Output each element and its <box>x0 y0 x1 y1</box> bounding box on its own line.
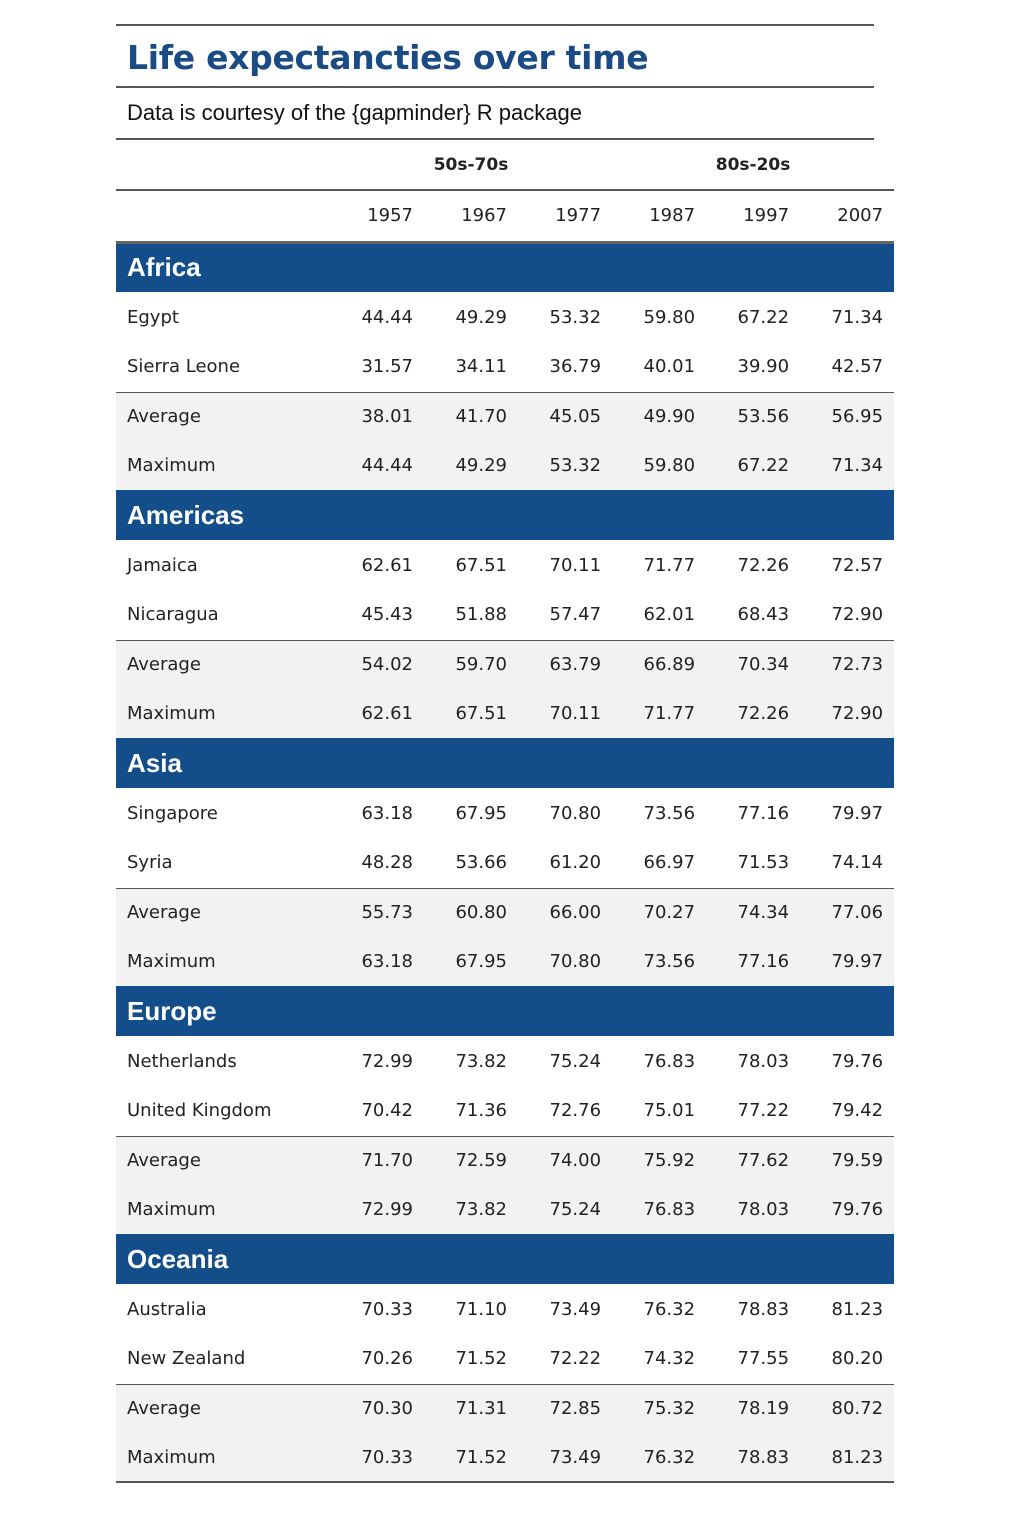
cell-value: 76.32 <box>612 1433 706 1482</box>
cell-value: 34.11 <box>455 356 507 378</box>
column-header-row <box>116 190 894 242</box>
cell-value: 78.03 <box>706 1185 800 1234</box>
cell-value: 76.32 <box>643 1298 696 1320</box>
cell-value: 74.34 <box>706 888 800 937</box>
cell-value: 72.26 <box>737 554 790 576</box>
spanner-empty <box>116 140 330 190</box>
cell-value: 71.34 <box>800 441 894 490</box>
cell-value: 67.22 <box>706 441 800 490</box>
group-header-label: Asia <box>116 738 894 788</box>
cell-value: 55.73 <box>330 888 424 937</box>
summary-row <box>116 640 894 689</box>
column-header-empty <box>116 190 330 242</box>
summary-label: Average <box>116 392 330 441</box>
cell-value: 72.90 <box>831 604 884 626</box>
cell-value: 53.32 <box>518 441 612 490</box>
cell-value: 74.00 <box>518 1136 612 1185</box>
cell-value: 51.88 <box>455 604 507 626</box>
cell-value: 75.24 <box>549 1050 602 1072</box>
table-row <box>116 1284 894 1334</box>
cell-value: 77.16 <box>706 937 800 986</box>
group-header-label: Americas <box>116 490 894 540</box>
cell-value: 72.73 <box>800 640 894 689</box>
group-header-row <box>116 242 894 292</box>
cell-value: 77.22 <box>737 1100 790 1122</box>
summary-label: Maximum <box>116 441 330 490</box>
cell-value: 66.97 <box>643 852 696 874</box>
summary-row <box>116 888 894 937</box>
table-row <box>116 838 894 888</box>
cell-value: 59.70 <box>424 640 518 689</box>
cell-value: 45.05 <box>518 392 612 441</box>
cell-value: 72.85 <box>518 1384 612 1433</box>
summary-row <box>116 1384 894 1433</box>
row-label: Netherlands <box>127 1050 237 1072</box>
cell-value: 71.31 <box>424 1384 518 1433</box>
summary-label: Maximum <box>116 1185 330 1234</box>
cell-value: 73.56 <box>612 937 706 986</box>
cell-value: 40.01 <box>643 356 696 378</box>
row-label: Australia <box>127 1298 207 1320</box>
cell-value: 79.42 <box>831 1100 884 1122</box>
cell-value: 71.53 <box>737 852 790 874</box>
cell-value: 62.61 <box>330 689 424 738</box>
summary-row <box>116 1433 894 1482</box>
row-label: United Kingdom <box>127 1100 272 1122</box>
cell-value: 62.61 <box>361 554 413 576</box>
cell-value: 56.95 <box>800 392 894 441</box>
cell-value: 72.26 <box>706 689 800 738</box>
cell-value: 57.47 <box>549 604 602 626</box>
cell-value: 75.24 <box>518 1185 612 1234</box>
cell-value: 81.23 <box>831 1298 884 1320</box>
table-row <box>116 1036 894 1086</box>
column-header-1997: 1997 <box>706 190 800 242</box>
cell-value: 49.29 <box>455 306 507 328</box>
table-row <box>116 540 894 590</box>
table-row <box>116 292 894 342</box>
summary-label: Maximum <box>116 689 330 738</box>
table-row <box>116 788 894 838</box>
cell-value: 75.92 <box>612 1136 706 1185</box>
row-label: New Zealand <box>127 1348 246 1370</box>
cell-value: 80.72 <box>800 1384 894 1433</box>
cell-value: 44.44 <box>361 306 413 328</box>
cell-value: 71.36 <box>455 1100 507 1122</box>
cell-value: 70.80 <box>518 937 612 986</box>
subtitle-row <box>116 88 874 140</box>
cell-value: 79.59 <box>800 1136 894 1185</box>
cell-value: 79.97 <box>831 802 884 824</box>
cell-value: 79.76 <box>831 1050 884 1072</box>
cell-value: 66.89 <box>612 640 706 689</box>
table-row <box>116 1086 894 1136</box>
cell-value: 66.00 <box>518 888 612 937</box>
table-row <box>116 1334 894 1384</box>
cell-value: 63.18 <box>361 802 413 824</box>
cell-value: 70.80 <box>549 802 602 824</box>
cell-value: 68.43 <box>737 604 790 626</box>
cell-value: 45.43 <box>361 604 413 626</box>
cell-value: 74.14 <box>831 852 884 874</box>
cell-value: 72.99 <box>330 1185 424 1234</box>
cell-value: 73.56 <box>643 802 696 824</box>
cell-value: 72.59 <box>424 1136 518 1185</box>
cell-value: 53.66 <box>455 852 507 874</box>
row-label: Syria <box>127 852 173 874</box>
table-row <box>116 342 894 392</box>
table-row <box>116 590 894 640</box>
row-label: Egypt <box>127 306 179 328</box>
cell-value: 72.90 <box>800 689 894 738</box>
cell-value: 73.82 <box>424 1185 518 1234</box>
cell-value: 71.52 <box>455 1348 507 1370</box>
cell-value: 71.10 <box>455 1298 507 1320</box>
group-header-row <box>116 986 894 1036</box>
row-label: Jamaica <box>127 554 198 576</box>
group-header-label: Africa <box>116 242 894 292</box>
cell-value: 70.42 <box>361 1100 413 1122</box>
cell-value: 70.26 <box>361 1348 413 1370</box>
row-label: Nicaragua <box>127 604 219 626</box>
cell-value: 59.80 <box>612 441 706 490</box>
spanner-row <box>116 140 894 190</box>
spanner-50s-70s: 50s-70s <box>330 140 612 190</box>
cell-value: 60.80 <box>424 888 518 937</box>
cell-value: 71.34 <box>831 306 884 328</box>
cell-value: 77.06 <box>800 888 894 937</box>
cell-value: 54.02 <box>330 640 424 689</box>
cell-value: 72.76 <box>549 1100 602 1122</box>
cell-value: 71.70 <box>330 1136 424 1185</box>
group-header-label: Oceania <box>116 1234 894 1284</box>
cell-value: 42.57 <box>831 356 884 378</box>
cell-value: 78.83 <box>737 1298 790 1320</box>
summary-row <box>116 1136 894 1185</box>
cell-value: 71.77 <box>612 689 706 738</box>
row-label: Sierra Leone <box>127 356 241 378</box>
cell-value: 77.62 <box>706 1136 800 1185</box>
column-header-1977: 1977 <box>518 190 612 242</box>
cell-value: 48.28 <box>361 852 413 874</box>
cell-value: 70.30 <box>330 1384 424 1433</box>
cell-value: 79.97 <box>800 937 894 986</box>
group-header-row <box>116 1234 894 1284</box>
table-title: Life expectancties over time <box>127 38 649 77</box>
summary-label: Average <box>116 1136 330 1185</box>
table-body <box>116 140 894 1482</box>
cell-value: 67.22 <box>737 306 790 328</box>
cell-value: 70.33 <box>361 1298 413 1320</box>
cell-value: 77.16 <box>737 802 790 824</box>
column-header-1987: 1987 <box>612 190 706 242</box>
cell-value: 71.52 <box>424 1433 518 1482</box>
group-header-row <box>116 738 894 788</box>
cell-value: 38.01 <box>330 392 424 441</box>
summary-label: Maximum <box>116 1433 330 1482</box>
cell-value: 76.83 <box>612 1185 706 1234</box>
cell-value: 44.44 <box>330 441 424 490</box>
column-header-1967: 1967 <box>424 190 518 242</box>
summary-row <box>116 937 894 986</box>
summary-label: Average <box>116 640 330 689</box>
cell-value: 78.83 <box>706 1433 800 1482</box>
cell-value: 72.57 <box>831 554 884 576</box>
summary-row <box>116 1185 894 1234</box>
cell-value: 31.57 <box>361 356 413 378</box>
table-container <box>116 24 884 1483</box>
cell-value: 81.23 <box>800 1433 894 1482</box>
column-header-2007: 2007 <box>800 190 894 242</box>
cell-value: 49.29 <box>424 441 518 490</box>
summary-label: Maximum <box>116 937 330 986</box>
cell-value: 70.11 <box>518 689 612 738</box>
cell-value: 75.32 <box>612 1384 706 1433</box>
title-row <box>116 24 874 88</box>
cell-value: 78.03 <box>737 1050 790 1072</box>
cell-value: 63.18 <box>330 937 424 986</box>
cell-value: 36.79 <box>549 356 602 378</box>
cell-value: 78.19 <box>706 1384 800 1433</box>
cell-value: 70.27 <box>612 888 706 937</box>
group-header-label: Europe <box>116 986 894 1036</box>
cell-value: 73.82 <box>455 1050 507 1072</box>
cell-value: 67.51 <box>455 554 507 576</box>
cell-value: 73.49 <box>518 1433 612 1482</box>
cell-value: 39.90 <box>737 356 790 378</box>
cell-value: 79.76 <box>800 1185 894 1234</box>
cell-value: 63.79 <box>518 640 612 689</box>
cell-value: 61.20 <box>549 852 602 874</box>
group-header-row <box>116 490 894 540</box>
life-expectancy-table <box>116 140 894 1483</box>
spanner-80s-20s: 80s-20s <box>612 140 894 190</box>
table-subtitle: Data is courtesy of the {gapminder} R package <box>127 100 582 125</box>
row-label: Singapore <box>127 802 218 824</box>
cell-value: 70.33 <box>330 1433 424 1482</box>
cell-value: 74.32 <box>643 1348 696 1370</box>
cell-value: 72.22 <box>549 1348 602 1370</box>
summary-label: Average <box>116 888 330 937</box>
cell-value: 62.01 <box>643 604 696 626</box>
cell-value: 70.34 <box>706 640 800 689</box>
summary-label: Average <box>116 1384 330 1433</box>
cell-value: 70.11 <box>549 554 602 576</box>
summary-row <box>116 392 894 441</box>
cell-value: 53.56 <box>706 392 800 441</box>
cell-value: 49.90 <box>612 392 706 441</box>
cell-value: 75.01 <box>643 1100 696 1122</box>
cell-value: 72.99 <box>361 1050 413 1072</box>
summary-row <box>116 441 894 490</box>
cell-value: 77.55 <box>737 1348 790 1370</box>
summary-row <box>116 689 894 738</box>
cell-value: 80.20 <box>831 1348 884 1370</box>
cell-value: 67.51 <box>424 689 518 738</box>
cell-value: 73.49 <box>549 1298 602 1320</box>
cell-value: 67.95 <box>424 937 518 986</box>
cell-value: 41.70 <box>424 392 518 441</box>
cell-value: 53.32 <box>549 306 602 328</box>
cell-value: 71.77 <box>643 554 696 576</box>
cell-value: 67.95 <box>455 802 507 824</box>
cell-value: 76.83 <box>643 1050 696 1072</box>
column-header-1957: 1957 <box>330 190 424 242</box>
cell-value: 59.80 <box>643 306 696 328</box>
